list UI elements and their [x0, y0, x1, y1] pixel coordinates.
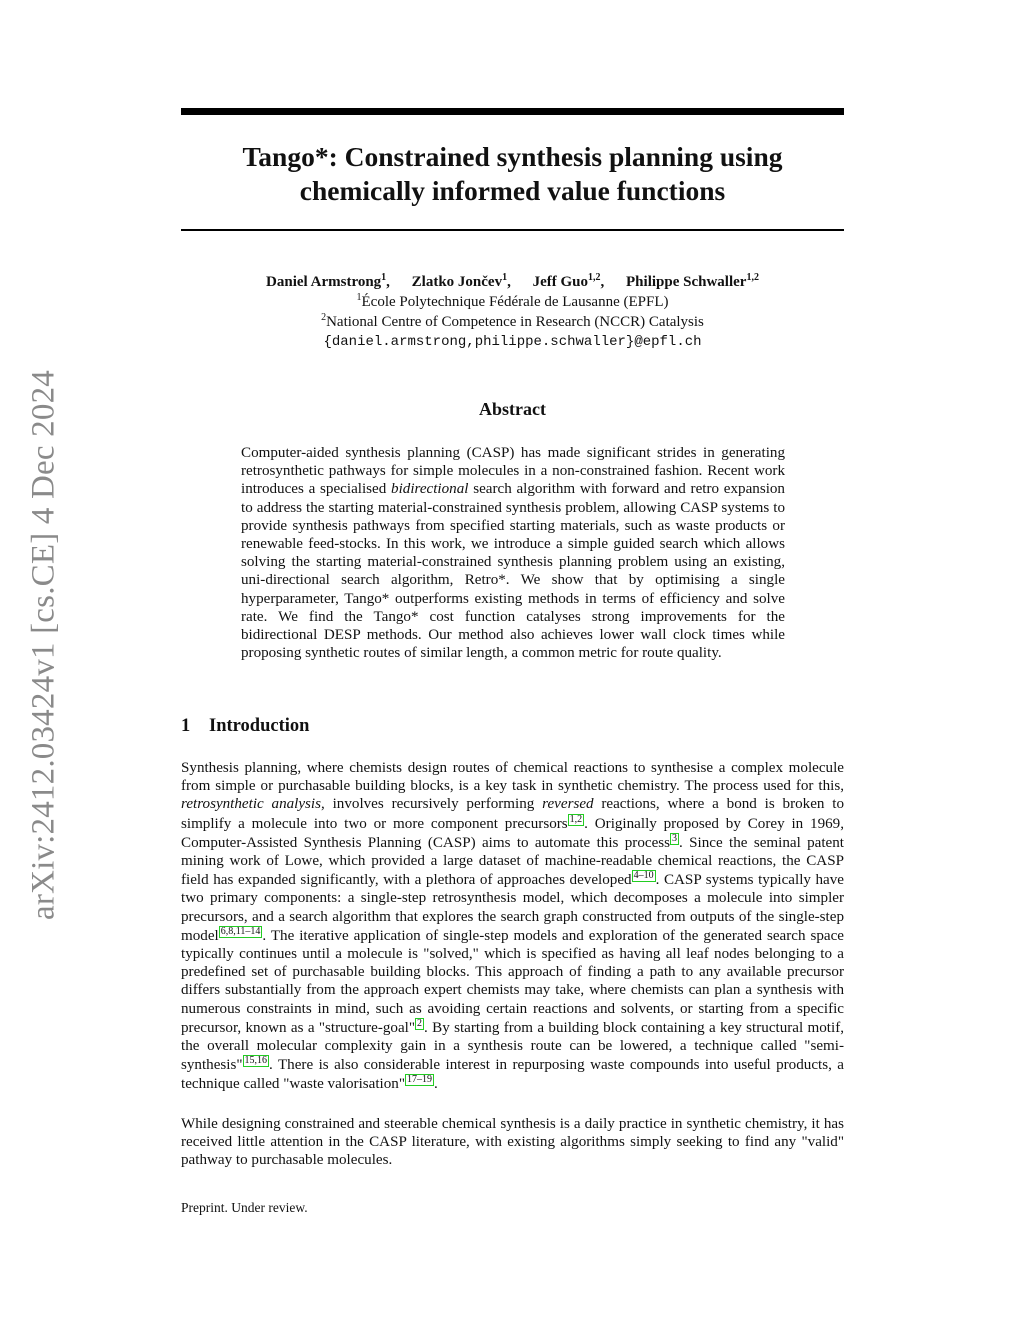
author-list	[181, 272, 844, 292]
affiliation-2: $^2$National Centre of Competence in Research (NCCR) Catalysis	[321, 312, 704, 330]
abstract-text: Computer-aided synthesis planning (CASP) has made significant strides in generating retrosynthetic pathways for simple molecules in a non-constrained fashion. Recent work introduces a specialised bidirectional search algorithm with forward and retro expansion to address the starting material-constrained synthesis problem, allowing CASP systems to provide synthesis pathways from specified starting materials, such as waste products or renewable feed-stocks. In this work, we introduce a simple guided search which allows solving the starting material-constrained synthesis planning problem using an existing, uni-directional search algorithm, Retro*. We show that by optimising a single hyperparameter, Tango* outperforms existing methods in terms of efficiency and solve rate. We find the Tango* cost function catalyses strong improvements for the bidirectional DESP methods. Our method also achieves lower wall clock times while proposing synthetic routes of similar length, a common metric for route quality.	[241, 445, 785, 662]
preprint-footer: Preprint. Under review.	[181, 1200, 308, 1215]
title-top-rule	[181, 108, 844, 115]
author: Philippe Schwaller$^{1,2}$	[626, 272, 759, 290]
title-bottom-rule	[181, 229, 844, 231]
citation-link[interactable]: 6,8,11–14	[220, 925, 261, 937]
abstract-heading: Abstract	[479, 399, 546, 419]
paper-title: Tango*: Constrained synthesis planning using chemically informed value functions	[242, 141, 783, 206]
section-heading-introduction: 1 Introduction	[181, 716, 310, 736]
citation-link[interactable]: 15,16	[244, 1055, 268, 1067]
author: Jeff Guo$^{1,2}$,	[532, 272, 605, 290]
author: Zlatko Jončev$^1$,	[411, 272, 511, 290]
citation-link[interactable]: 3	[672, 832, 678, 844]
intro-paragraph-1: Synthesis planning, where chemists design routes of chemical reactions to synthesise a complex molecule from simple or purchasable building blocks, is a key task in synthetic chemistry. The process used for this, retrosynthetic analysis, involves recursively performing reversed reactions, where a bond is broken to simplify a molecule into two or more component precursors 1,2 . Originally proposed by Corey in 1969, Computer-Assisted Synthesis Planning (CASP) aims to automate this process 3 . Since the seminal patent mining work of Lowe, which provided a large dataset of machine-readable chemical reactions, the CASP field has expanded significantly, with a plethora of approaches developed 4–10 . CASP systems typically have two primary components: a single-step retrosynthesis model, which decomposes a molecule into simpler precursors, and a search algorithm that explores the search graph constructed from outputs of the single-step model 6,8,11–14 . The iterative application of single-step models and exploration of the generated search space typically continues until a molecule is "solved," which is specified as having all leaf nodes belonging to a predefined set of purchasable building blocks. This approach of finding a path to any available precursor differs substantially from the approach expert chemists may take, where chemists can plan a synthesis with numerous constraints in mind, such as avoiding certain reactions and solvents, or starting from a specific precursor, known as a "structure-goal" 2 . By starting from a building block containing a key structural motif, the overall molecular complexity gain in a synthesis route can be lowered, a technique called "semi-synthesis" 15,16 . There is also considerable interest in repurposing waste compounds into useful products, a technique called "waste valorisation" 17–19 .	[181, 760, 845, 1093]
citation-link[interactable]: 17–19	[406, 1074, 432, 1086]
author-email[interactable]: {daniel.armstrong,philippe.schwaller}@epfl.ch	[323, 334, 702, 350]
affiliation-1: $^1$École Polytechnique Fédérale de Lausanne (EPFL)	[356, 292, 669, 310]
citation-link[interactable]: 2	[417, 1017, 423, 1029]
citation-link[interactable]: 4–10	[633, 870, 654, 882]
citation-link[interactable]: 1,2	[569, 813, 583, 825]
intro-paragraph-2: While designing constrained and steerable chemical synthesis is a daily practice in synthetic chemistry, it has received little attention in the CASP literature, with existing algorithms simply seeking to find any "valid" pathway to purchasable molecules.	[181, 1116, 844, 1169]
author-block	[181, 272, 844, 352]
arxiv-identifier: arXiv:2412.03424v1 [cs.CE] 4 Dec 2024	[25, 370, 62, 920]
author: Daniel Armstrong$^1$,	[266, 272, 390, 290]
